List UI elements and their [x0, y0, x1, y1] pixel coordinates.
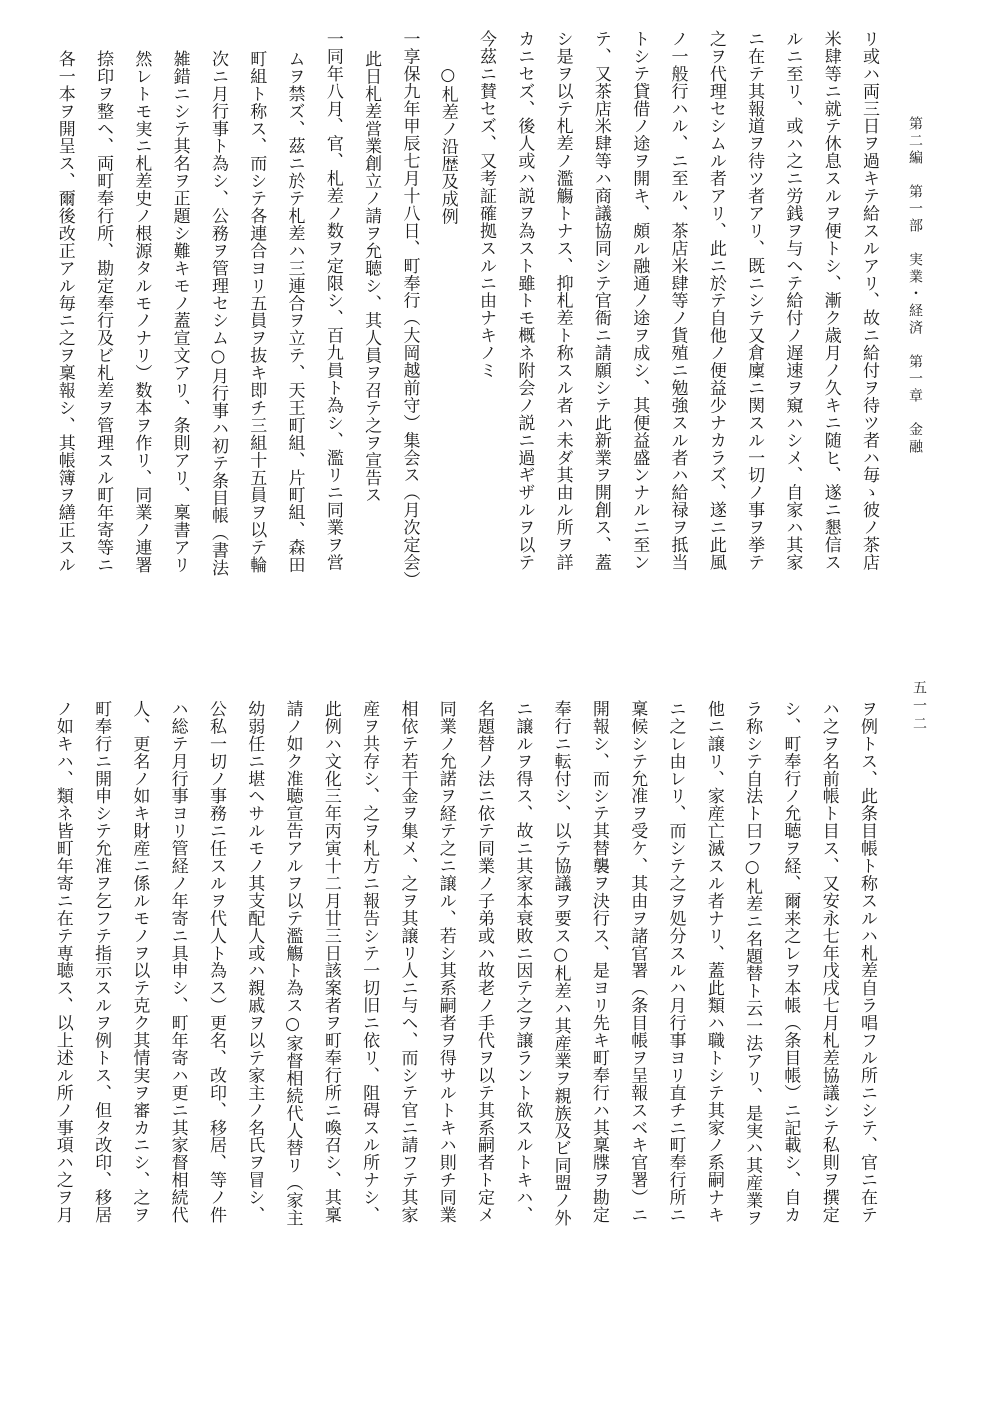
text-column: 同業ノ允諾ヲ経テ之ニ譲ル、若シ其系嗣者ヲ得サルトキハ則チ同業 — [435, 700, 456, 1224]
text-column: 公私一切ノ事務ニ任スルヲ代人ト為ス）更名、改印、移居、等ノ件 — [205, 700, 226, 1224]
text-column: 今茲ニ賛セズ、又考証確拠スルニ由ナキノミ — [476, 30, 497, 379]
text-column: 請ノ如ク准聴宣告アルヲ以テ濫觴ト為ス○家督相続代人替リ（家主 — [282, 700, 303, 1227]
text-column: 名題替ノ法ニ依テ同業ノ子弟或ハ故老ノ手代ヲ以テ其系嗣者ト定メ — [474, 700, 495, 1224]
text-column: 町奉行ニ開申シテ允准ヲ乞フテ指示スルヲ例トス、但タ改印、移居 — [91, 700, 112, 1224]
text-column: 開報シ、而シテ其替襲ヲ決行ス、是ヨリ先キ町奉行ハ其稟牒ヲ勘定 — [588, 700, 609, 1224]
text-column: 相依テ若干金ヲ集メ、之ヲ其譲リ人ニ与ヘ、而シテ官ニ請フテ其家 — [397, 700, 418, 1224]
text-column: トシテ貸借ノ途ヲ開キ、頗ル融通ノ途ヲ成シ、其便益盛ンナルニ至ン — [629, 30, 650, 571]
text-column: シ、町奉行ノ允聴ヲ経、爾来之レヲ本帳（条目帳）ニ記載シ、自カ — [780, 700, 801, 1224]
text-column: 此例ハ文化三年丙寅十二月廿三日該案者ヲ町奉行所ニ喚召シ、其稟 — [320, 700, 341, 1224]
text-column: ニ在テ其報道ヲ待ツ者アリ、既ニシテ又倉廩ニ関スル一切ノ事ヲ挙テ — [744, 30, 765, 571]
text-column: 此日札差営業創立ノ請ヲ允聴シ、其人員ヲ召テ之ヲ宣告ス — [361, 50, 382, 504]
text-column: ノ如キハ、類ネ皆町年寄ニ在テ専聴ス、以上述ル所ノ事項ハ之ヲ月 — [52, 700, 73, 1224]
text-column: ハ総テ月行事ヨリ管経ノ年寄ニ具申シ、町年寄ハ更ニ其家督相続代 — [167, 700, 188, 1224]
text-column: リ或ハ両三日ヲ過キテ給スルアリ、故ニ給付ヲ待ツ者ハ毎ゝ彼ノ茶店 — [859, 30, 879, 571]
text-column: 之ヲ代理セシムル者アリ、此ニ於テ自他ノ便益少ナカラズ、遂ニ此風 — [705, 30, 726, 571]
text-column: 各一本ヲ開呈ス、爾後改正アル毎ニ之ヲ稟報シ、其帳簿ヲ繕正スル — [54, 50, 75, 574]
text-column: ノ一般行ハル、ニ至ル、茶店米肆等ノ貨殖ニ勉強スル者ハ給禄ヲ抵当 — [667, 30, 688, 571]
text-column: 捺印ヲ整ヘ、両町奉行所、勘定奉行及ビ札差ヲ管理スル町年寄等ニ — [93, 50, 114, 574]
text-column: 幼弱任ニ堪ヘサルモノ其支配人或ハ親戚ヲ以テ家主ノ名氏ヲ冒シ、 — [244, 700, 265, 1224]
text-column: 他ニ譲リ、家産亡滅スル者ナリ、蓋此類ハ職トシテ其家ノ系嗣ナキ — [703, 700, 724, 1224]
text-column: ルニ至リ、或ハ之ニ労銭ヲ与ヘテ給付ノ遅速ヲ窺ハシメ、自家ハ其家 — [782, 30, 803, 571]
page-number: 五一二 — [911, 680, 927, 734]
text-column: ヲ例トス、此条目帳ト称スルハ札差自ラ唱フル所ニシテ、官ニ在テ — [857, 700, 877, 1224]
text-column: 一享保九年甲辰七月十八日、町奉行（大岡越前守）集会ス（月次定会） — [399, 30, 420, 589]
text-column: ニ譲ルヲ得ス、故ニ其家本衰敗ニ因テ之ヲ譲ラント欲スルトキハ、 — [512, 700, 533, 1224]
text-column: 次ニ月行事ト為シ、公務ヲ管理セシム○月行事ハ初テ条目帳（書法 — [207, 50, 228, 577]
text-column: ラ称シテ自法ト曰フ○札差ニ名題替ト云一法アリ、是実ハ其産業ヲ — [742, 700, 763, 1227]
text-column: 奉行ニ転付シ、以テ協議ヲ要ス○札差ハ其産業ヲ親族及ビ同盟ノ外 — [550, 700, 571, 1227]
text-column: ニ之レ由レリ、而シテ之ヲ処分スルハ月行事ヨリ直チニ町奉行所ニ — [665, 700, 686, 1224]
text-column: 町組ト称ス、而シテ各連合ヨリ五員ヲ抜キ即チ三組十五員ヲ以テ輪 — [246, 50, 267, 574]
text-column: ハ之ヲ名前帳ト目ス、又安永七年戊戌七月札差協議シテ私則ヲ撰定 — [818, 700, 839, 1224]
text-column: 人、更名ノ如キ財産ニ係ルモノヲ以テ克ク其情実ヲ審カニシ、之ヲ — [129, 700, 150, 1224]
text-column: カニセズ、後人或ハ説ヲ為スト雖トモ概ネ附会ノ説ニ過ギザルヲ以テ — [514, 30, 535, 571]
text-column: 稟候シテ允准ヲ受ケ、其由ヲ諸官署（条目帳ヲ呈報スベキ官署）ニ — [627, 700, 648, 1224]
text-column: 米肆等ニ就テ休息スルヲ便トシ、漸ク歳月ノ久キニ随ヒ、遂ニ懇信ス — [820, 30, 841, 571]
text-column: シ是ヲ以テ札差ノ濫觴トナス、抑札差ト称スル者ハ未ダ其由ル所ヲ詳 — [552, 30, 573, 571]
upper-text-block — [54, 30, 888, 655]
lower-text-block — [52, 680, 886, 1305]
text-column: 産ヲ共存シ、之ヲ札方ニ報告シテ一切旧ニ依リ、阻碍スル所ナシ、 — [359, 700, 380, 1224]
section-heading: ○札差ノ沿歴及成例 — [437, 30, 458, 225]
text-column: ムヲ禁ズ、茲ニ於テ札差ハ三連合ヲ立テ、天王町組、片町組、森田 — [284, 50, 305, 574]
text-column: テ、又茶店米肆等ハ商議協同シテ官衙ニ請願シテ此新業ヲ開創ス、蓋 — [590, 30, 611, 571]
text-column: 雑錯ニシテ其名ヲ正題シ難キモノ蓋宣文アリ、条則アリ、稟書アリ — [169, 50, 190, 574]
text-column: 一同年八月、官、札差ノ数ヲ定限シ、百九員ト為シ、濫リニ同業ヲ営 — [322, 30, 343, 571]
text-column: 然レトモ実ニ札差史ノ根源タルモノナリ）数本ヲ作リ、同業ノ連署 — [131, 50, 152, 574]
running-head: 第二編 第一部 実業・経済 第一章 金融 — [907, 116, 923, 456]
